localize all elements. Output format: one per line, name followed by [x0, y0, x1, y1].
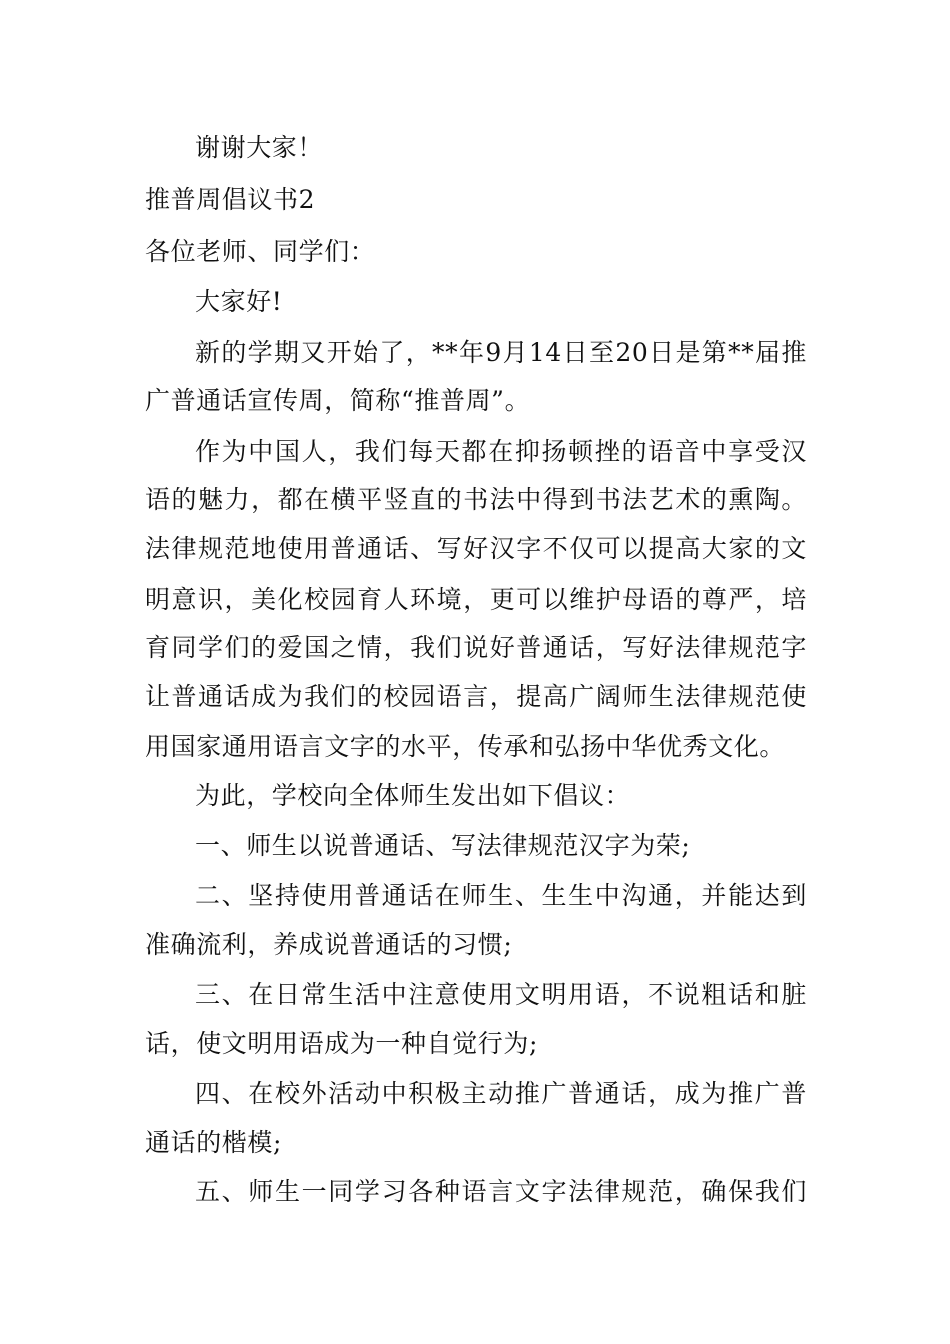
paragraph-line: 作为中国人，我们每天都在抑扬顿挫的语音中享受汉 [195, 437, 807, 466]
list-item-continued: 准确流利，养成说普通话的习惯; [145, 930, 513, 959]
greeting: 大家好! [195, 287, 283, 316]
list-item: 二、坚持使用普通话在师生、生生中沟通，并能达到 [195, 881, 807, 910]
list-item: 一、师生以说普通话、写法律规范汉字为荣; [195, 831, 691, 860]
list-item: 四、在校外活动中积极主动推广普通话，成为推广普 [195, 1079, 807, 1108]
list-item-continued: 通话的楷模; [145, 1128, 283, 1157]
paragraph-line: 用国家通用语言文字的水平，传承和弘扬中华优秀文化。 [145, 732, 786, 761]
paragraph-line: 广普通话宣传周，简称“推普周”。 [145, 386, 531, 415]
paragraph-line: 育同学们的爱国之情，我们说好普通话，写好法律规范字 [145, 633, 807, 662]
list-item-continued: 话，使文明用语成为一种自觉行为; [145, 1029, 539, 1058]
section-title: 推普周倡议书2 [145, 185, 316, 214]
paragraph-line: 语的魅力，都在横平竖直的书法中得到书法艺术的熏陶。 [145, 485, 807, 514]
closing-thanks: 谢谢大家！ [195, 133, 324, 162]
list-item: 三、在日常生活中注意使用文明用语，不说粗话和脏 [195, 980, 807, 1009]
paragraph-line: 为此，学校向全体师生发出如下倡议： [195, 781, 631, 810]
paragraph-line: 法律规范地使用普通话、写好汉字不仅可以提高大家的文 [145, 534, 807, 563]
paragraph-line: 明意识，美化校园育人环境，更可以维护母语的尊严，培 [145, 585, 807, 614]
paragraph-line: 让普通话成为我们的校园语言，提高广阔师生法律规范使 [145, 682, 807, 711]
list-item: 五、师生一同学习各种语言文字法律规范，确保我们 [195, 1177, 807, 1206]
salutation: 各位老师、同学们： [145, 237, 376, 266]
paragraph-line: 新的学期又开始了，**年9月14日至20日是第**届推 [195, 338, 807, 367]
